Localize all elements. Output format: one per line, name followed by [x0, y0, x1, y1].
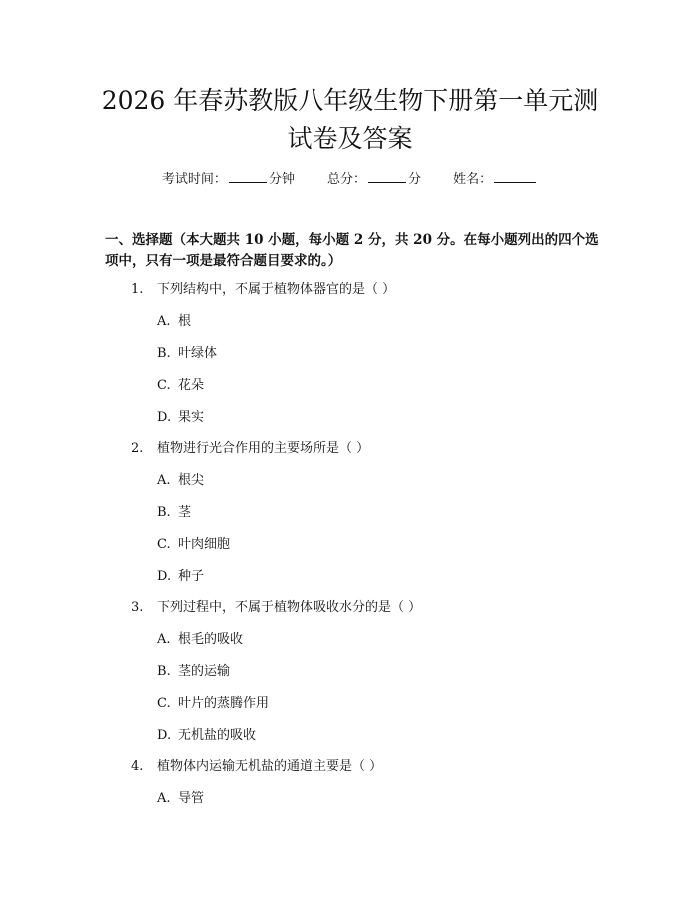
option-text: 果实 [178, 410, 205, 425]
option-text: 花朵 [178, 378, 205, 393]
option-letter: D. [157, 728, 172, 743]
question-number: 4. [131, 759, 144, 774]
option-letter: C. [157, 537, 171, 552]
option-text: 茎的运输 [178, 664, 231, 679]
option-letter: A. [157, 473, 171, 488]
exam-title-line-2: 试卷及答案 [287, 124, 413, 153]
total-score-blank[interactable] [368, 170, 406, 183]
option-letter: B. [157, 505, 171, 520]
option-letter: B. [157, 346, 171, 361]
question-number: 3. [131, 600, 144, 615]
option-letter: B. [157, 664, 171, 679]
option-text: 根毛的吸收 [178, 632, 244, 647]
exam-title-line-1: 2026 年春苏教版八年级生物下册第一单元测 [101, 86, 599, 115]
option-text: 种子 [178, 569, 205, 584]
total-score-unit: 分 [408, 172, 422, 187]
student-name-blank[interactable] [494, 170, 536, 183]
option-letter: D. [157, 410, 172, 425]
total-score-label: 总分： [326, 172, 366, 187]
option-letter: A. [157, 314, 171, 329]
student-name-label: 姓名： [453, 172, 493, 187]
exam-time [162, 170, 295, 189]
section-heading: 一、选择题（本大题共 10 小题，每小题 2 分，共 20 分。在每小题列出的四个选项中，只有一项是最符合题目要求的。） [105, 232, 599, 269]
option-text: 无机盐的吸收 [178, 728, 257, 743]
option-letter: A. [157, 632, 171, 647]
exam-time-blank[interactable] [229, 170, 267, 183]
question-text: 植物体内运输无机盐的通道主要是（ ） [157, 759, 383, 774]
exam-meta [0, 170, 700, 189]
question-number: 1. [131, 282, 144, 297]
total-score [327, 170, 421, 189]
question-text: 下列结构中，不属于植物体器官的是（ ） [157, 282, 396, 297]
option-text: 根 [178, 314, 192, 329]
option-letter: D. [157, 569, 172, 584]
option-letter: A. [157, 791, 171, 806]
option-text: 叶肉细胞 [178, 537, 231, 552]
option-text: 茎 [178, 505, 192, 520]
question-text: 植物进行光合作用的主要场所是（ ） [157, 441, 370, 456]
question-number: 2. [131, 441, 144, 456]
student-name [453, 170, 538, 189]
option-letter: C. [157, 378, 171, 393]
option-text: 叶片的蒸腾作用 [178, 696, 270, 711]
exam-time-label: 考试时间： [161, 172, 227, 187]
option-text: 叶绿体 [178, 346, 218, 361]
option-text: 导管 [178, 791, 205, 806]
question-text: 下列过程中，不属于植物体吸收水分的是（ ） [157, 600, 422, 615]
option-text: 根尖 [178, 473, 205, 488]
option-letter: C. [157, 696, 171, 711]
exam-time-unit: 分钟 [268, 172, 295, 187]
